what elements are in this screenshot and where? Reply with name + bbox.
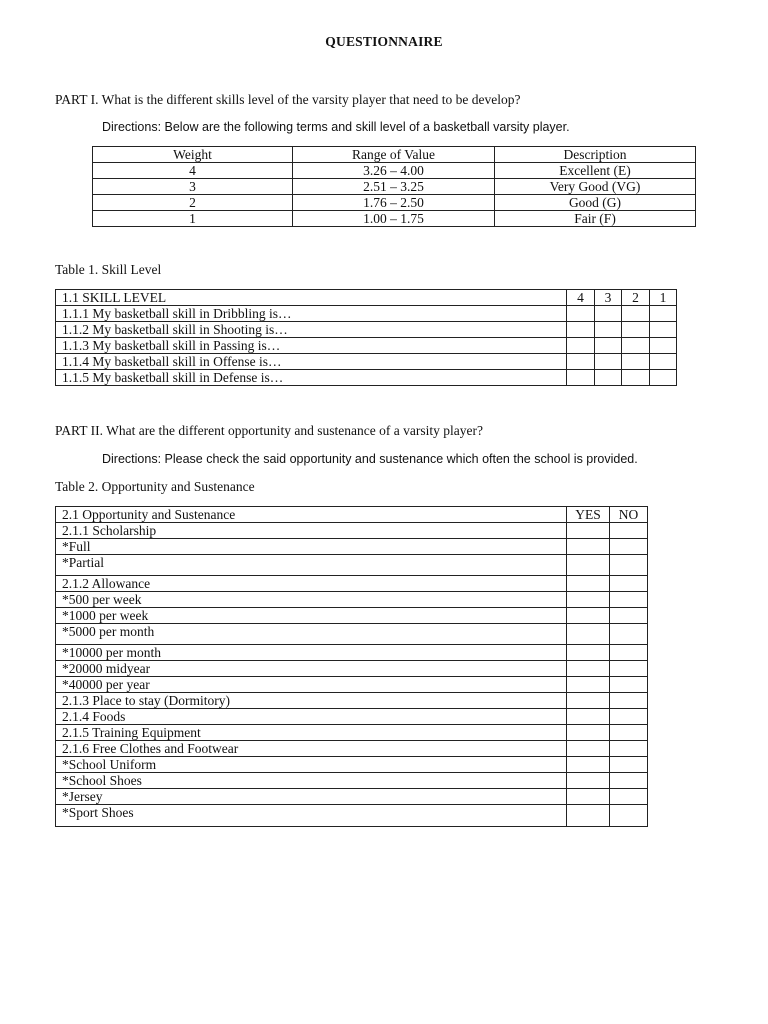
range-cell: 1.76 – 2.50 (293, 195, 495, 211)
table-row (56, 322, 677, 338)
opportunity-item: *Full (56, 539, 567, 555)
no-cell[interactable] (610, 592, 648, 608)
opportunity-item: *5000 per month (56, 624, 567, 645)
opportunity-item: *40000 per year (56, 677, 567, 693)
no-cell[interactable] (610, 576, 648, 592)
no-cell[interactable] (610, 608, 648, 624)
yes-cell[interactable] (567, 693, 610, 709)
rating-cell-3[interactable] (595, 338, 622, 354)
yes-cell[interactable] (567, 555, 610, 576)
rating-cell-4[interactable] (567, 322, 595, 338)
no-cell[interactable] (610, 661, 648, 677)
part2-heading: PART II. What are the different opportunity and sustenance of a varsity player? (55, 423, 483, 438)
no-cell[interactable] (610, 709, 648, 725)
skill-item: 1.1.5 My basketball skill in Defense is… (56, 370, 567, 386)
table-row (56, 741, 648, 757)
table-row (56, 725, 648, 741)
no-cell[interactable] (610, 555, 648, 576)
header-yes: YES (567, 507, 610, 523)
opportunity-item: *10000 per month (56, 645, 567, 661)
table-row (56, 523, 648, 539)
yes-cell[interactable] (567, 661, 610, 677)
opportunity-item: 2.1.2 Allowance (56, 576, 567, 592)
opportunity-item: *500 per week (56, 592, 567, 608)
description-cell: Fair (F) (495, 211, 696, 227)
opportunity-item: 2.1.3 Place to stay (Dormitory) (56, 693, 567, 709)
rating-cell-3[interactable] (595, 354, 622, 370)
table-header-row (56, 290, 677, 306)
weights-table (92, 146, 696, 227)
no-cell[interactable] (610, 757, 648, 773)
rating-cell-3[interactable] (595, 322, 622, 338)
yes-cell[interactable] (567, 539, 610, 555)
header-weight: Weight (93, 147, 293, 163)
rating-cell-4[interactable] (567, 354, 595, 370)
weight-cell: 2 (93, 195, 293, 211)
description-cell: Good (G) (495, 195, 696, 211)
table-row (56, 576, 648, 592)
header-rating-3: 3 (595, 290, 622, 306)
opportunity-item: 2.1.1 Scholarship (56, 523, 567, 539)
rating-cell-3[interactable] (595, 306, 622, 322)
weight-cell: 1 (93, 211, 293, 227)
range-cell: 1.00 – 1.75 (293, 211, 495, 227)
opportunity-table (55, 506, 648, 827)
rating-cell-2[interactable] (622, 370, 650, 386)
no-cell[interactable] (610, 805, 648, 827)
no-cell[interactable] (610, 693, 648, 709)
header-opportunity: 2.1 Opportunity and Sustenance (56, 507, 567, 523)
rating-cell-1[interactable] (650, 370, 677, 386)
opportunity-item: *Sport Shoes (56, 805, 567, 827)
weight-cell: 4 (93, 163, 293, 179)
rating-cell-4[interactable] (567, 370, 595, 386)
description-cell: Excellent (E) (495, 163, 696, 179)
no-cell[interactable] (610, 773, 648, 789)
table-row (56, 338, 677, 354)
rating-cell-4[interactable] (567, 306, 595, 322)
table-row (56, 661, 648, 677)
rating-cell-2[interactable] (622, 306, 650, 322)
rating-cell-1[interactable] (650, 354, 677, 370)
opportunity-item: 2.1.6 Free Clothes and Footwear (56, 741, 567, 757)
table-row (56, 693, 648, 709)
table-row (56, 805, 648, 827)
table-row (56, 677, 648, 693)
yes-cell[interactable] (567, 608, 610, 624)
opportunity-item: *Partial (56, 555, 567, 576)
table-row (56, 555, 648, 576)
rating-cell-1[interactable] (650, 338, 677, 354)
table-row (56, 789, 648, 805)
table1-caption: Table 1. Skill Level (55, 262, 162, 277)
rating-cell-3[interactable] (595, 370, 622, 386)
rating-cell-2[interactable] (622, 354, 650, 370)
yes-cell[interactable] (567, 592, 610, 608)
yes-cell[interactable] (567, 805, 610, 827)
yes-cell[interactable] (567, 725, 610, 741)
header-skill-level: 1.1 SKILL LEVEL (56, 290, 567, 306)
table-row (56, 539, 648, 555)
rating-cell-2[interactable] (622, 322, 650, 338)
yes-cell[interactable] (567, 709, 610, 725)
part1-directions: Directions: Below are the following terms and skill level of a basketball varsity player. (102, 120, 570, 134)
yes-cell[interactable] (567, 645, 610, 661)
opportunity-item: *School Uniform (56, 757, 567, 773)
opportunity-item: 2.1.5 Training Equipment (56, 725, 567, 741)
table-row (93, 163, 696, 179)
header-rating-4: 4 (567, 290, 595, 306)
description-cell: Very Good (VG) (495, 179, 696, 195)
table-row (56, 608, 648, 624)
part1-heading: PART I. What is the different skills level of the varsity player that need to be develop? (55, 92, 521, 107)
skill-item: 1.1.3 My basketball skill in Passing is… (56, 338, 567, 354)
table-row (56, 624, 648, 645)
table-header-row (93, 147, 696, 163)
rating-cell-2[interactable] (622, 338, 650, 354)
skill-item: 1.1.1 My basketball skill in Dribbling is… (56, 306, 567, 322)
table-row (56, 370, 677, 386)
no-cell[interactable] (610, 624, 648, 645)
skill-item: 1.1.4 My basketball skill in Offense is… (56, 354, 567, 370)
yes-cell[interactable] (567, 523, 610, 539)
opportunity-item: *Jersey (56, 789, 567, 805)
no-cell[interactable] (610, 725, 648, 741)
table-row (56, 306, 677, 322)
table-row (93, 211, 696, 227)
no-cell[interactable] (610, 789, 648, 805)
table-row (93, 179, 696, 195)
no-cell[interactable] (610, 677, 648, 693)
opportunity-item: *1000 per week (56, 608, 567, 624)
opportunity-item: *School Shoes (56, 773, 567, 789)
yes-cell[interactable] (567, 757, 610, 773)
yes-cell[interactable] (567, 677, 610, 693)
no-cell[interactable] (610, 741, 648, 757)
page-title: QUESTIONNAIRE (325, 34, 443, 49)
range-cell: 2.51 – 3.25 (293, 179, 495, 195)
yes-cell[interactable] (567, 741, 610, 757)
opportunity-item: *20000 midyear (56, 661, 567, 677)
header-description: Description (495, 147, 696, 163)
header-rating-2: 2 (622, 290, 650, 306)
table-row (56, 773, 648, 789)
yes-cell[interactable] (567, 576, 610, 592)
table-row (56, 757, 648, 773)
yes-cell[interactable] (567, 789, 610, 805)
table-row (56, 709, 648, 725)
table-row (56, 645, 648, 661)
range-cell: 3.26 – 4.00 (293, 163, 495, 179)
no-cell[interactable] (610, 523, 648, 539)
rating-cell-4[interactable] (567, 338, 595, 354)
header-rating-1: 1 (650, 290, 677, 306)
no-cell[interactable] (610, 539, 648, 555)
table2-caption: Table 2. Opportunity and Sustenance (55, 479, 255, 494)
no-cell[interactable] (610, 645, 648, 661)
rating-cell-1[interactable] (650, 306, 677, 322)
rating-cell-1[interactable] (650, 322, 677, 338)
yes-cell[interactable] (567, 624, 610, 645)
skill-level-table (55, 289, 677, 386)
skill-item: 1.1.2 My basketball skill in Shooting is… (56, 322, 567, 338)
weight-cell: 3 (93, 179, 293, 195)
yes-cell[interactable] (567, 773, 610, 789)
table-header-row (56, 507, 648, 523)
header-range: Range of Value (293, 147, 495, 163)
table-row (56, 354, 677, 370)
opportunity-item: 2.1.4 Foods (56, 709, 567, 725)
table-row (93, 195, 696, 211)
part2-directions: Directions: Please check the said opportunity and sustenance which often the school is provided. (102, 452, 638, 466)
header-no: NO (610, 507, 648, 523)
table-row (56, 592, 648, 608)
